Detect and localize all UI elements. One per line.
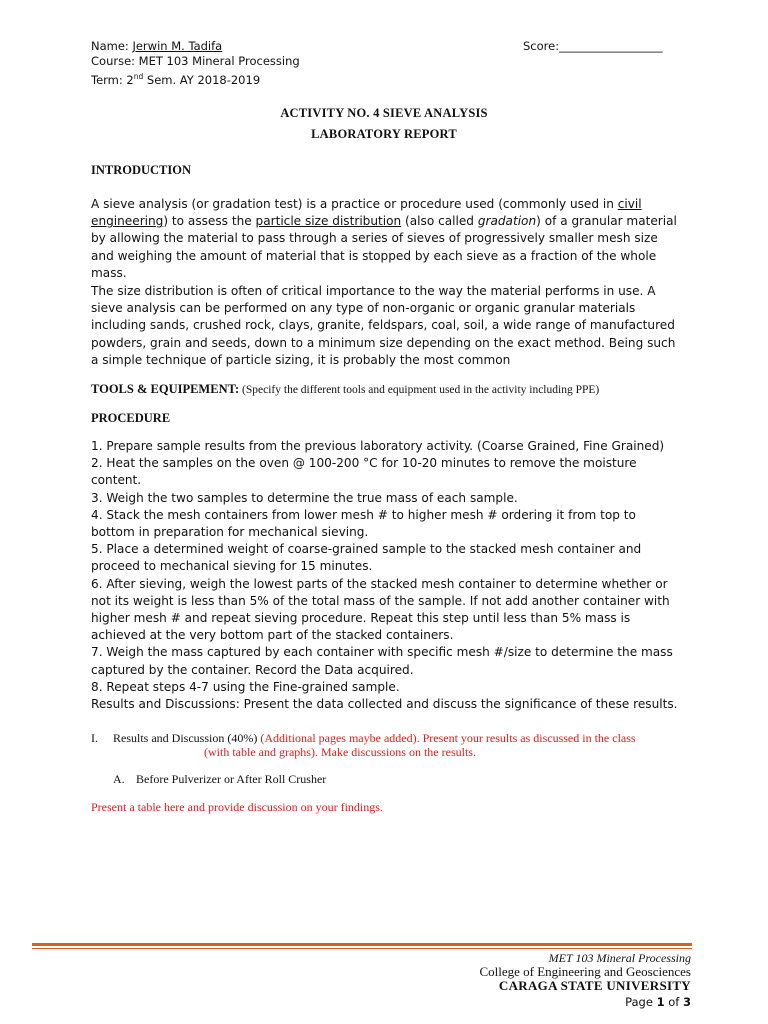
procedure-line: 2. Heat the samples on the oven @ 100-200 °C for 10-20 minutes to remove the moisture <box>91 456 637 471</box>
intro-p1-line: and weighing the amount of material that is stopped by each sieve as a fraction of the whole <box>91 248 657 263</box>
intro-paragraph-1 <box>91 196 681 282</box>
procedure-line: captured by the container. Record the Data acquired. <box>91 662 414 677</box>
procedure-line: 1. Prepare sample results from the previous laboratory activity. (Coarse Grained, Fine Grained) <box>91 439 665 453</box>
table-instruction: Present a table here and provide discussion on your findings. <box>91 800 383 814</box>
intro-p2-line: a simple technique of particle sizing, it is probably the most common <box>91 352 511 367</box>
intro-p2-line: powders, grain and seeds, down to a minimum size depending on the exact method. Being such <box>91 335 676 350</box>
procedure-line: achieved at the very bottom part of the stacked containers. <box>91 628 454 643</box>
intro-p2-line: including sands, crushed rock, clays, granite, feldspars, coal, soil, a wide range of manufactured <box>91 318 675 333</box>
tools-note: (Specify the different tools and equipment used in the activity including PPE) <box>239 384 600 396</box>
procedure-line: 7. Weigh the mass captured by each container with specific mesh #/size to determine the mass <box>91 645 673 660</box>
procedure-line: 6. After sieving, weigh the lowest parts of the stacked mesh container to determine whether or <box>91 576 668 591</box>
procedure-line: 3. Weigh the two samples to determine the true mass of each sample. <box>91 490 518 505</box>
procedure-line: 5. Place a determined weight of coarse-grained sample to the stacked mesh container and <box>91 542 642 557</box>
procedure-line: content. <box>91 473 142 488</box>
footer-university: CARAGA STATE UNIVERSITY <box>498 978 691 993</box>
subsection-letter: A. <box>113 772 125 786</box>
intro-p1-line: engineering) to assess the particle size distribution (also called gradation) of a granular material <box>91 214 677 229</box>
procedure-list <box>91 438 691 713</box>
course-line: Course: MET 103 Mineral Processing <box>91 54 300 68</box>
results-heading-line <box>113 731 636 746</box>
intro-p2-line: sieve analysis can be performed on any type of non-organic or organic granular materials <box>91 301 636 316</box>
procedure-line: proceed to mechanical sieving for 15 minutes. <box>91 559 373 574</box>
tools-line <box>91 382 599 397</box>
activity-title: ACTIVITY NO. 4 SIEVE ANALYSIS <box>280 106 488 120</box>
introduction-heading: INTRODUCTION <box>91 163 192 177</box>
score-blank: __________________ <box>559 39 663 53</box>
procedure-line: higher mesh # and repeat sieving procedure. Repeat this step until less than 5% mass is <box>91 611 631 626</box>
footer-page-number: Page 1 of 3 <box>625 995 691 1009</box>
intro-p1-line: mass. <box>91 265 127 280</box>
procedure-heading: PROCEDURE <box>91 411 171 425</box>
subsection-label: Before Pulverizer or After Roll Crusher <box>136 772 327 786</box>
footer-rule <box>32 943 692 946</box>
score-line: Score:__________________ <box>523 39 663 53</box>
name-line: Name: Jerwin M. Tadifa <box>91 39 223 53</box>
student-name: Jerwin M. Tadifa <box>132 39 223 53</box>
intro-p1-line: by allowing the material to pass through a series of sieves of progressively smaller mesh size <box>91 231 658 246</box>
results-note-2: (with table and graphs). Make discussions on the results. <box>204 745 476 759</box>
procedure-line: bottom in preparation for mechanical sieving. <box>91 525 369 540</box>
procedure-line: not its weight is less than 5% of the total mass of the sample. If not add another container with <box>91 593 670 608</box>
intro-p2-line: The size distribution is often of critical importance to the way the material performs in use. A <box>91 284 656 298</box>
procedure-line: Results and Discussions: Present the data collected and discuss the significance of these results. <box>91 697 678 712</box>
results-note-1: (Additional pages maybe added). Present your results as discussed in the class <box>257 731 636 745</box>
intro-p1-line: A sieve analysis (or gradation test) is a practice or procedure used (commonly used in civil <box>91 197 642 211</box>
results-numeral: I. <box>91 731 98 745</box>
procedure-line: 8. Repeat steps 4-7 using the Fine-grained sample. <box>91 679 400 694</box>
report-title: LABORATORY REPORT <box>311 127 457 141</box>
footer-college: College of Engineering and Geosciences <box>479 964 691 979</box>
footer-course: MET 103 Mineral Processing <box>548 951 691 965</box>
tools-heading: TOOLS & EQUIPEMENT: <box>91 382 240 396</box>
procedure-line: 4. Stack the mesh containers from lower mesh # to higher mesh # ordering it from top to <box>91 507 636 522</box>
footer-rule-thin <box>32 948 692 949</box>
intro-paragraph-2 <box>91 283 681 369</box>
results-label: Results and Discussion (40%) <box>113 731 258 745</box>
term-line: Term: 2nd Sem. AY 2018-2019 <box>91 72 261 87</box>
